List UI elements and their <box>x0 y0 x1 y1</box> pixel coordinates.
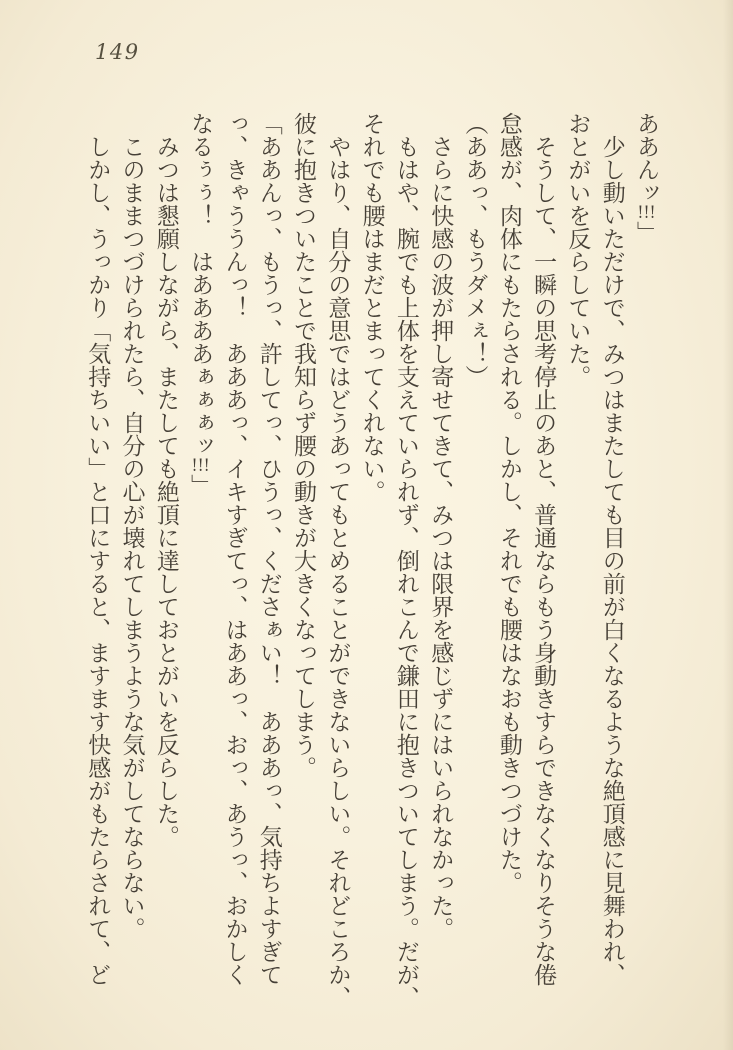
text-column: さらに快感の波が押し寄せてきて、みつは限界を感じずにはいられなかった。 <box>427 112 454 940</box>
text-column: （ああっ、もうダメぇ！） <box>461 112 488 388</box>
text-column: 少し動いただけで、みつはまたしても目の前が白くなるような絶頂感に見舞われ、 <box>598 112 625 986</box>
text-column: 怠感が、肉体にもたらされる。しかし、それでも腰はなおも動きつづけた。 <box>495 112 522 894</box>
text-column: みつは懇願しながら、またしても絶頂に達しておとがいを反らした。 <box>152 112 179 848</box>
text-column: 彼に抱きついたことで我知らず腰の動きが大きくなってしまう。 <box>290 112 317 779</box>
text-column: おとがいを反らしていた。 <box>564 112 591 388</box>
text-column: っ、きゃううんっ！ あああっ、イキすぎてっ、はああっ、おっ、あうっ、おかしく <box>221 112 248 986</box>
text-column: このままつづけられたら、自分の心が壊れてしまうような気がしてならない。 <box>118 112 145 940</box>
text-column: それでも腰はまだとまってくれない。 <box>358 112 385 503</box>
text-block <box>80 112 663 1024</box>
text-column: なるぅぅ！ はああああぁぁぁッ!!!」 <box>187 112 214 497</box>
text-column: しかし、うっかり「気持ちいい」と口にすると、ますます快感がもたらされて、ど <box>84 112 111 986</box>
text-column: やはり、自分の意思ではどうあってもとめることができないらしい。それどころか、 <box>324 112 351 1009</box>
text-column: ああんッ!!!」 <box>633 112 659 244</box>
text-column: 「ああんっ、もうっ、許してっ、ひうっ、くださぁい！ あああっ、気持ちよすぎて <box>255 112 282 986</box>
text-column: もはや、腕でも上体を支えていられず、倒れこんで鎌田に抱きついてしまう。だが、 <box>392 112 419 1009</box>
page-number: 149 <box>95 40 140 64</box>
text-column: そうして、一瞬の思考停止のあと、普通ならもう身動きすらできなくなりそうな倦 <box>530 112 557 986</box>
